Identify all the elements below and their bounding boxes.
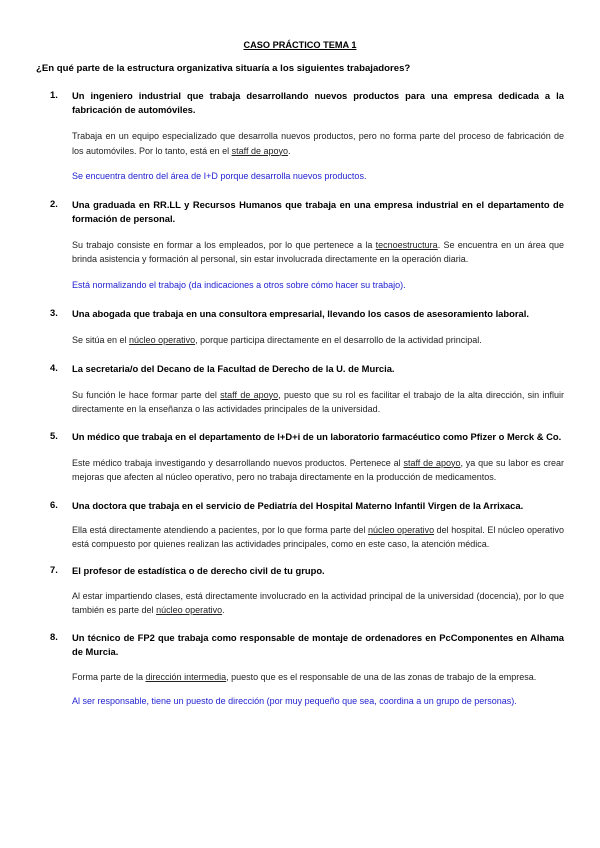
item-number: 7. [50,563,58,575]
item-note: Al ser responsable, tiene un puesto de dirección (por muy pequeño que sea, coordina a un grupo de personas). [72,696,517,706]
item-answer: Este médico trabaja investigando y desarrollando nuevos productos. Pertenece al staff de apoyo, ya que su labor es crear mejoras que afecten al núcleo operativo, pero no trabaja directamente en la producción de medicamentos. [72,457,564,482]
item-question: Un médico que trabaja en el departamento de I+D+i de un laboratorio farmacéutico como Pfizer o Merck & Co. [72,430,562,442]
item-answer: Su trabajo consiste en formar a los empleados, por lo que pertenece a la tecnoestructura. Se encuentra en un área que brinda asistencia y formación al personal, sin estar involucrada directamente en la operación diaria. [72,239,565,264]
structure-term: núcleo operativo [367,524,435,535]
list-item [0,430,600,485]
list-item [0,564,600,618]
item-answer: Forma parte de la dirección intermedia, puesto que es el responsable de una de las zonas de trabajo de la empresa. [72,671,537,682]
item-answer: Al estar impartiendo clases, está directamente involucrado en la actividad principal de la universidad (docencia), por lo que también es parte del núcleo operativo. [72,590,564,615]
structure-term: staff de apoyo [403,457,461,468]
structure-term: núcleo operativo [129,335,196,345]
list-item [0,307,600,348]
item-number: 8. [50,630,58,642]
structure-term: tecnoestructura [375,239,438,250]
item-answer: Su función le hace formar parte del staff de apoyo, puesto que su rol es facilitar el trabajo de la alta dirección, sin influir directamente en la enseñanza o las actividades principales de la universidad. [72,389,564,414]
structure-term: staff de apoyo [231,145,288,156]
item-number: 1. [50,89,58,100]
item-answer: Trabaja en un equipo especializado que desarrolla nuevos productos, pero no forma parte del proceso de fabricación de los automóviles. Por lo tanto, está en el staff de apoyo. [72,131,564,156]
list-item [0,631,600,709]
item-question: Una graduada en RR.LL y Recursos Humanos que trabaja en una empresa industrial en el departamento de formación de personal. [72,198,564,224]
item-number: 5. [50,429,58,441]
structure-term: núcleo operativo [156,605,223,615]
item-question: El profesor de estadística o de derecho civil de tu grupo. [72,564,325,576]
item-question: Un ingeniero industrial que trabaja desarrollando nuevos productos para una empresa dedicada a la fabricación de automóviles. [72,90,564,115]
item-question: Una abogada que trabaja en una consultora empresarial, llevando los casos de asesoramiento laboral. [72,308,529,319]
list-item [0,89,600,184]
list-item [0,362,600,417]
item-answer: Ella está directamente atendiendo a pacientes, por lo que forma parte del núcleo operativo del hospital. El núcleo operativo está compuesto por quienes realizan las actividades principales, como en este caso, la atención médica. [72,524,565,549]
structure-term: dirección intermedia [145,671,227,682]
item-question: Un técnico de FP2 que trabaja como responsable de montaje de ordenadores en PcComponentes en Alhama de Murcia. [72,631,564,657]
item-question: La secretaria/o del Decano de la Facultad de Derecho de la U. de Murcia. [72,362,395,374]
item-note: Se encuentra dentro del área de I+D porque desarrolla nuevos productos. [72,171,367,181]
item-note: Está normalizando el trabajo (da indicaciones a otros sobre cómo hacer su trabajo). [72,279,406,290]
main-question: ¿En qué parte de la estructura organizativa situaría a los siguientes trabajadores? [36,63,411,74]
item-number: 6. [50,498,58,510]
document-title: CASO PRÁCTICO TEMA 1 [243,40,357,50]
item-number: 4. [50,361,58,373]
question-list [0,89,600,709]
list-item [0,499,600,552]
structure-term: staff de apoyo [220,389,279,400]
item-question: Una doctora que trabaja en el servicio de Pediatría del Hospital Materno Infantil Virgen de la Arrixaca. [72,499,524,511]
item-answer: Se sitúa en el núcleo operativo, porque participa directamente en el desarrollo de la actividad principal. [72,335,482,345]
list-item [0,198,600,293]
item-number: 2. [50,197,58,209]
item-number: 3. [50,307,58,318]
